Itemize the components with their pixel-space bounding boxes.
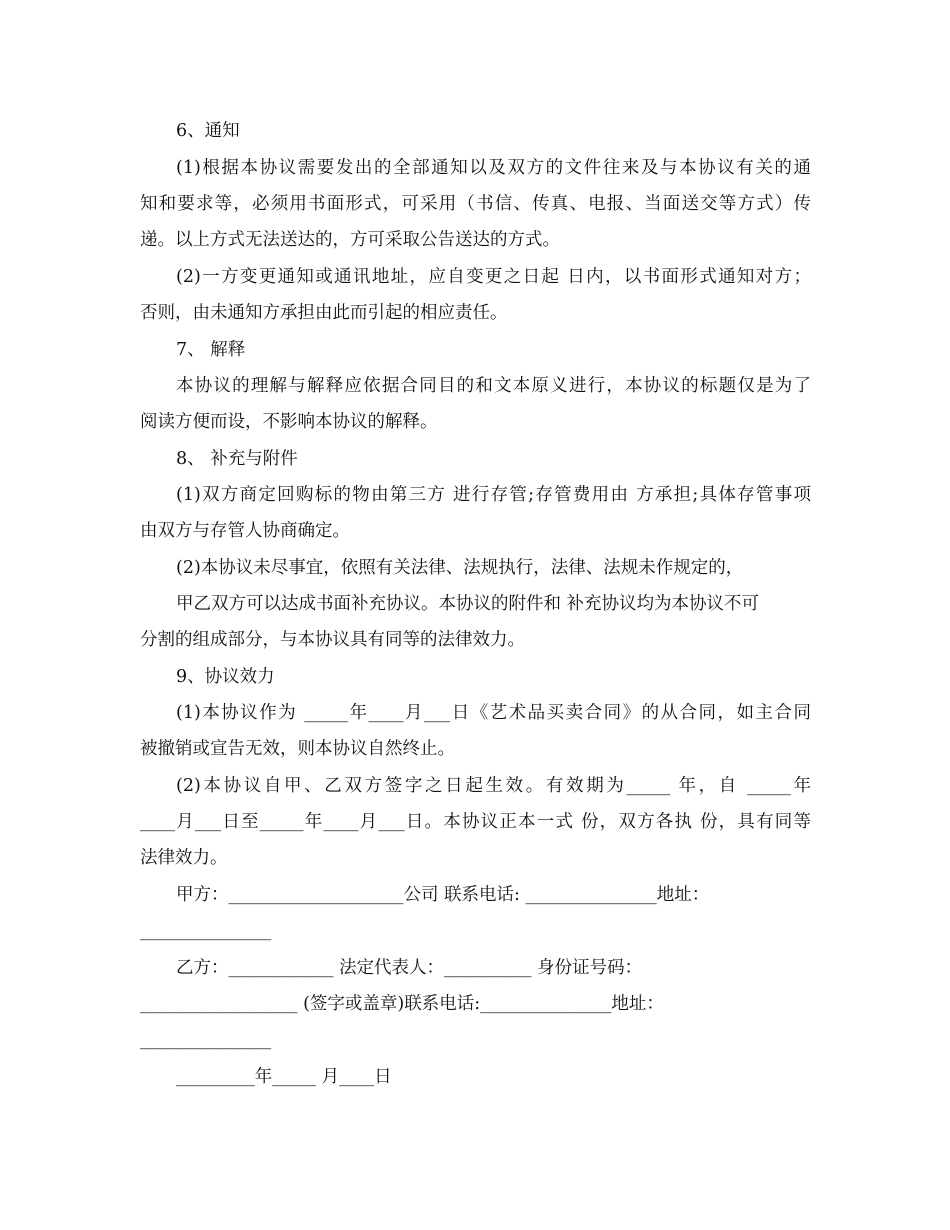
paragraph-line: 知和要求等，必须用书面形式，可采用（书信、传真、电报、当面送交等方式）传 [140,194,811,214]
paragraph-line: 否则，由未通知方承担由此而引起的相应责任。 [140,303,508,323]
party-b-address-blank: _______________ [140,1030,272,1050]
party-a-line: 甲方：____________________公司 联系电话: _______________地址： [176,885,710,905]
paragraph-line: 本协议的理解与解释应依据合同目的和文本原义进行，本协议的标题仅是为了 [176,376,811,396]
paragraph-line: 由双方与存管人协商确定。 [140,521,350,541]
paragraph-line: ____月___日至_____年____月___日。本协议正本一式 份，双方各执 份，具有同等 [140,812,811,832]
date-line: _________年_____ 月____日 [176,1067,392,1087]
party-b-line: 乙方：____________ 法定代表人：__________ 身份证号码： [176,958,643,978]
paragraph-line: 阅读方便而设，不影响本协议的解释。 [140,412,438,432]
paragraph-line: (1)根据本协议需要发出的全部通知以及双方的文件往来及与本协议有关的通 [176,158,811,178]
paragraph-line: (2)本协议未尽事宜，依照有关法律、法规执行，法律、法规未作规定的， [176,558,744,578]
paragraph-line: 甲乙双方可以达成书面补充协议。本协议的附件和 补充协议均为本协议不可 [176,594,760,614]
paragraph-line: (2)一方变更通知或通讯地址，应自变更之日起 日内，以书面形式通知对方； [176,267,811,287]
paragraph-line: (2)本协议自甲、乙双方签字之日起生效。有效期为_____ 年，自 _____年 [176,776,811,796]
section-7-heading: 7、 解释 [176,340,246,360]
paragraph-line: (1)双方商定回购标的物由第三方 进行存管;存管费用由 方承担;具体存管事项 [176,485,811,505]
party-a-address-blank: _______________ [140,921,272,941]
paragraph-line: 被撤销或宣告无效，则本协议自然终止。 [140,739,455,759]
section-8-heading: 8、 补充与附件 [176,449,298,469]
section-6-heading: 6、通知 [176,121,240,141]
paragraph-line: 分割的组成部分，与本协议具有同等的法律效力。 [140,630,525,650]
paragraph-line: 法律效力。 [140,848,228,868]
paragraph-line: 递。以上方式无法送达的，方可采取公告送达的方式。 [140,230,560,250]
section-9-heading: 9、协议效力 [176,667,275,687]
paragraph-line: (1)本协议作为 _____年____月___日《艺术品买卖合同》的从合同，如主合同 [176,703,811,723]
party-b-contact-line: __________________ (签字或盖章)联系电话:_______________地址： [140,994,664,1014]
